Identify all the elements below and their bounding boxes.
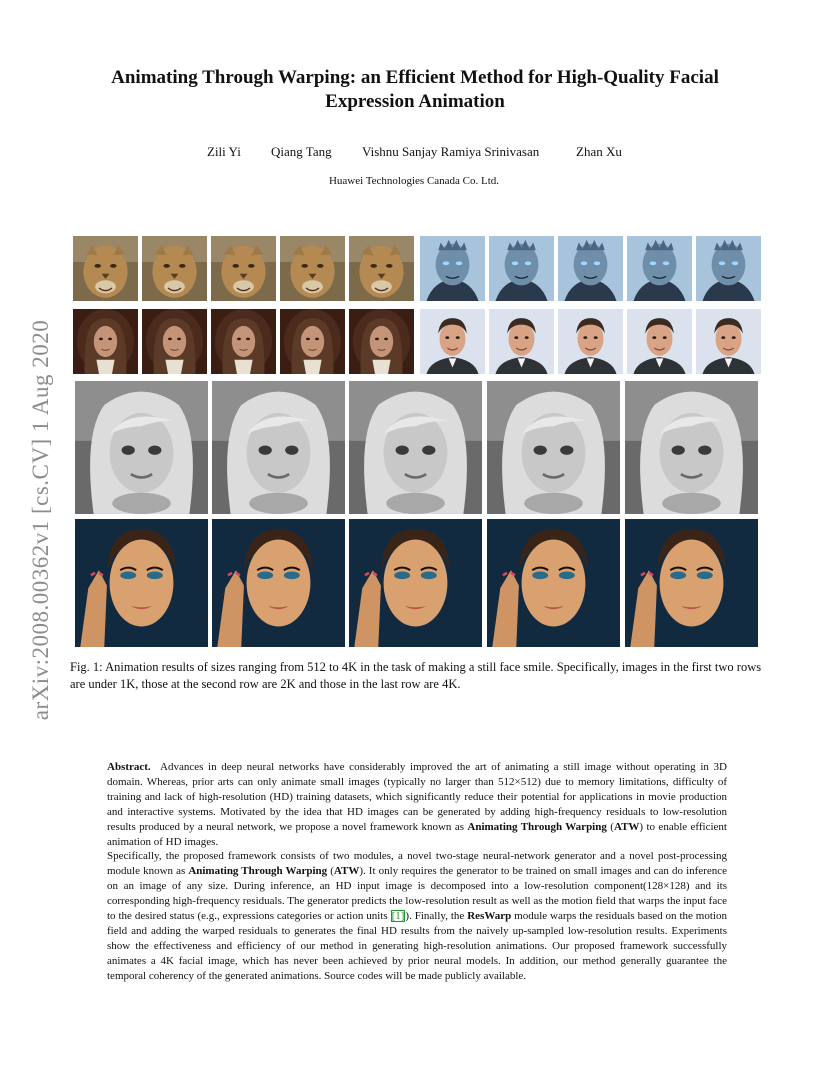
white-walker-image xyxy=(489,236,554,301)
author-name: Vishnu Sanjay Ramiya Srinivasan xyxy=(362,144,540,159)
framework-abbr: ATW xyxy=(613,820,640,833)
girl-grayscale-image xyxy=(349,381,482,514)
white-walker-image xyxy=(696,236,761,301)
author-name: Zili Yi xyxy=(207,144,241,159)
abstract-paragraph-1: Abstract. Advances in deep neural networks have considerably improved the art of animating a still image without operating in 3D domain. Whereas, prior arts can only animate small images (typically no larger than 512×512) due to memory limitations, difficulty of training and lack of high-resolution (HD) training datasets, which significantly reduce their potential for applications in movie production and interactive systems. Motivated by the idea that HD images can be generated by adding high-frequency residuals to low-resolution results produced by a neural network, we propose a novel framework known as Animating Through Warping (ATW) to enable efficient animation of HD images. xyxy=(107,761,727,848)
newton-portrait-image xyxy=(280,309,345,374)
module-name: ResWarp xyxy=(467,910,512,923)
author-name: Qiang Tang xyxy=(271,144,332,159)
girl-grayscale-image xyxy=(212,381,345,514)
man-portrait-image xyxy=(420,309,485,374)
man-portrait-image xyxy=(696,309,761,374)
lioness-image xyxy=(280,236,345,301)
framework-abbr: ATW xyxy=(333,865,360,878)
man-portrait-image xyxy=(558,309,623,374)
girl-grayscale-image xyxy=(487,381,620,514)
lioness-image xyxy=(349,236,414,301)
lioness-image xyxy=(211,236,276,301)
newton-portrait-image xyxy=(349,309,414,374)
woman-makeup-image xyxy=(212,519,345,647)
man-portrait-image xyxy=(627,309,692,374)
abstract xyxy=(107,760,727,984)
woman-makeup-image xyxy=(487,519,620,647)
white-walker-image xyxy=(627,236,692,301)
figure-caption: Fig. 1: Animation results of sizes ranging from 512 to 4K in the task of making a still face smile. Specifically, images in the first two rows are under 1K, those at the second row are 2K and those in the last row are 4K. xyxy=(70,660,762,691)
girl-grayscale-image xyxy=(625,381,758,514)
paper-title: Animating Through Warping: an Efficient Method for High-Quality Facial Expression Animation xyxy=(111,67,719,112)
framework-name: Animating Through Warping xyxy=(188,865,328,878)
white-walker-image xyxy=(420,236,485,301)
lioness-image xyxy=(142,236,207,301)
citation-link[interactable]: [1] xyxy=(391,910,405,923)
lioness-image xyxy=(73,236,138,301)
newton-portrait-image xyxy=(142,309,207,374)
arxiv-stamp: arXiv:2008.00362v1 [cs.CV] 1 Aug 2020 xyxy=(28,319,53,721)
author-name: Zhan Xu xyxy=(576,144,622,159)
newton-portrait-image xyxy=(211,309,276,374)
author-list xyxy=(0,144,828,160)
woman-makeup-image xyxy=(75,519,208,647)
affiliation: Huawei Technologies Canada Co. Ltd. xyxy=(328,175,500,187)
abstract-heading: Abstract. xyxy=(107,761,151,773)
abstract-paragraph-2: Specifically, the proposed framework consists of two modules, a novel two-stage neural-network generator and a novel post-processing module known as Animating Through Warping (ATW). It only requires the generator to be trained on small images and can do inference on an image of any size. During inference, an HD input image is decomposed into a low-resolution component(128×128) and its corresponding high-frequency residuals. The generator predicts the low-resolution result as well as the motion field that warps the input face to the desired status (e.g., expressions categories or action units [1]). Finally, the ResWarp module warps the residuals based on the motion field and adding the warped residuals to generates the final HD results from the naively up-sampled low-resolution results. Experiments show the effectiveness and efficiency of our method in generating high-resolution animations. Our proposed framework successfully animates a 4K facial image, which has never been achieved by prior neural models. In addition, our method generally guarantee the temporal coherency of the generated animations. Source codes will be made publicly available. xyxy=(107,850,727,982)
newton-portrait-image xyxy=(73,309,138,374)
framework-name: Animating Through Warping xyxy=(467,820,607,833)
woman-makeup-image xyxy=(349,519,482,647)
man-portrait-image xyxy=(489,309,554,374)
white-walker-image xyxy=(558,236,623,301)
girl-grayscale-image xyxy=(75,381,208,514)
woman-makeup-image xyxy=(625,519,758,647)
